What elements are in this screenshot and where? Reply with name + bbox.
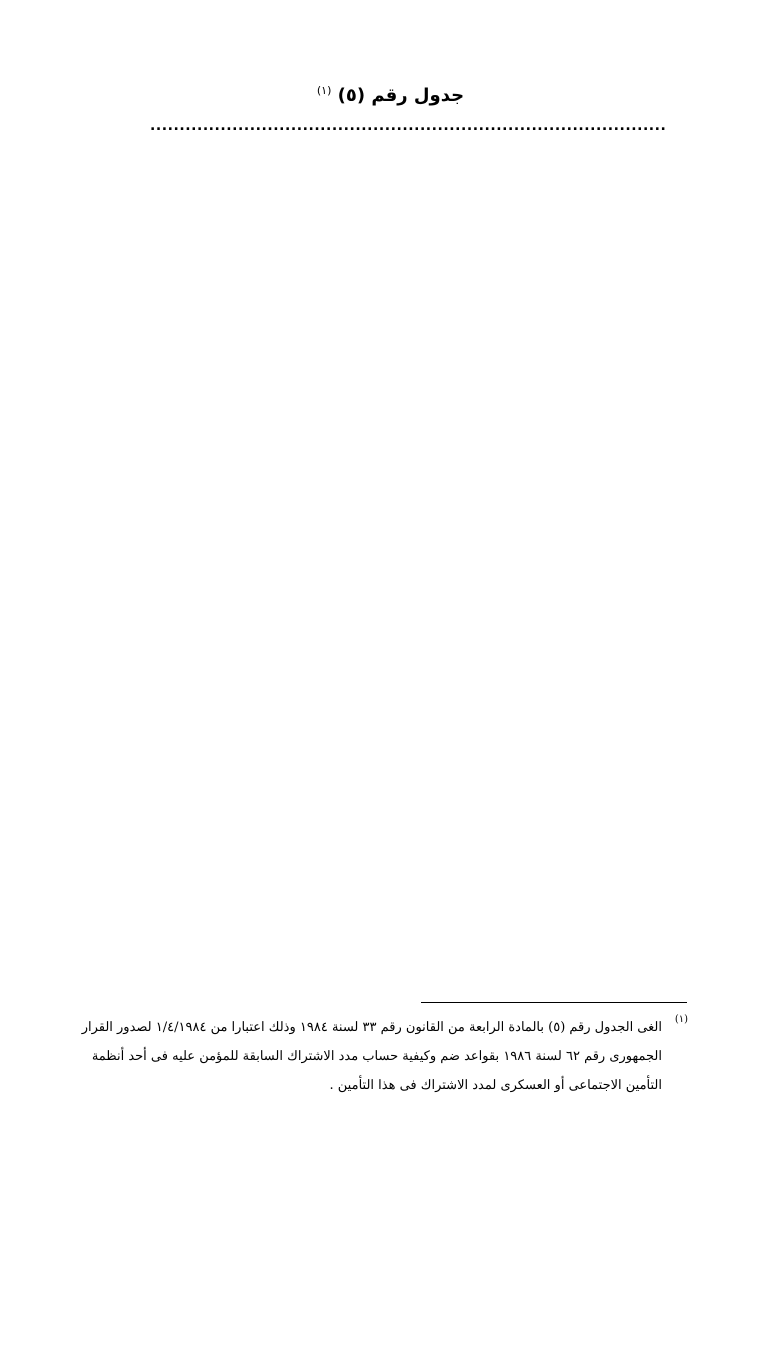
footnote-line: الغى الجدول رقم (٥) بالمادة الرابعة من القانون رقم ٣٣ لسنة ١٩٨٤ وذلك اعتبارا من ١/٤/١٩٨٤ لصدور القرار bbox=[81, 1020, 662, 1035]
footnote-line: التأمين الاجتماعى أو العسكرى لمدد الاشتراك فى هذا التأمين . bbox=[329, 1078, 662, 1093]
footnote-line: الجمهورى رقم ٦٢ لسنة ١٩٨٦ بقواعد ضم وكيفية حساب مدد الاشتراك السابقة للمؤمن عليه فى أحد أنظمة bbox=[91, 1049, 662, 1064]
footnote-reference-marker[interactable]: (١) bbox=[316, 84, 332, 97]
footnote-number: (١) bbox=[674, 1014, 688, 1025]
page-title-text: جدول رقم (٥) bbox=[337, 85, 465, 106]
dotted-separator: ........................................................................................ bbox=[150, 118, 667, 134]
footnote-text bbox=[81, 1013, 662, 1100]
page-title bbox=[0, 82, 781, 110]
footnote-divider bbox=[421, 1002, 687, 1003]
footnote bbox=[81, 1013, 688, 1100]
